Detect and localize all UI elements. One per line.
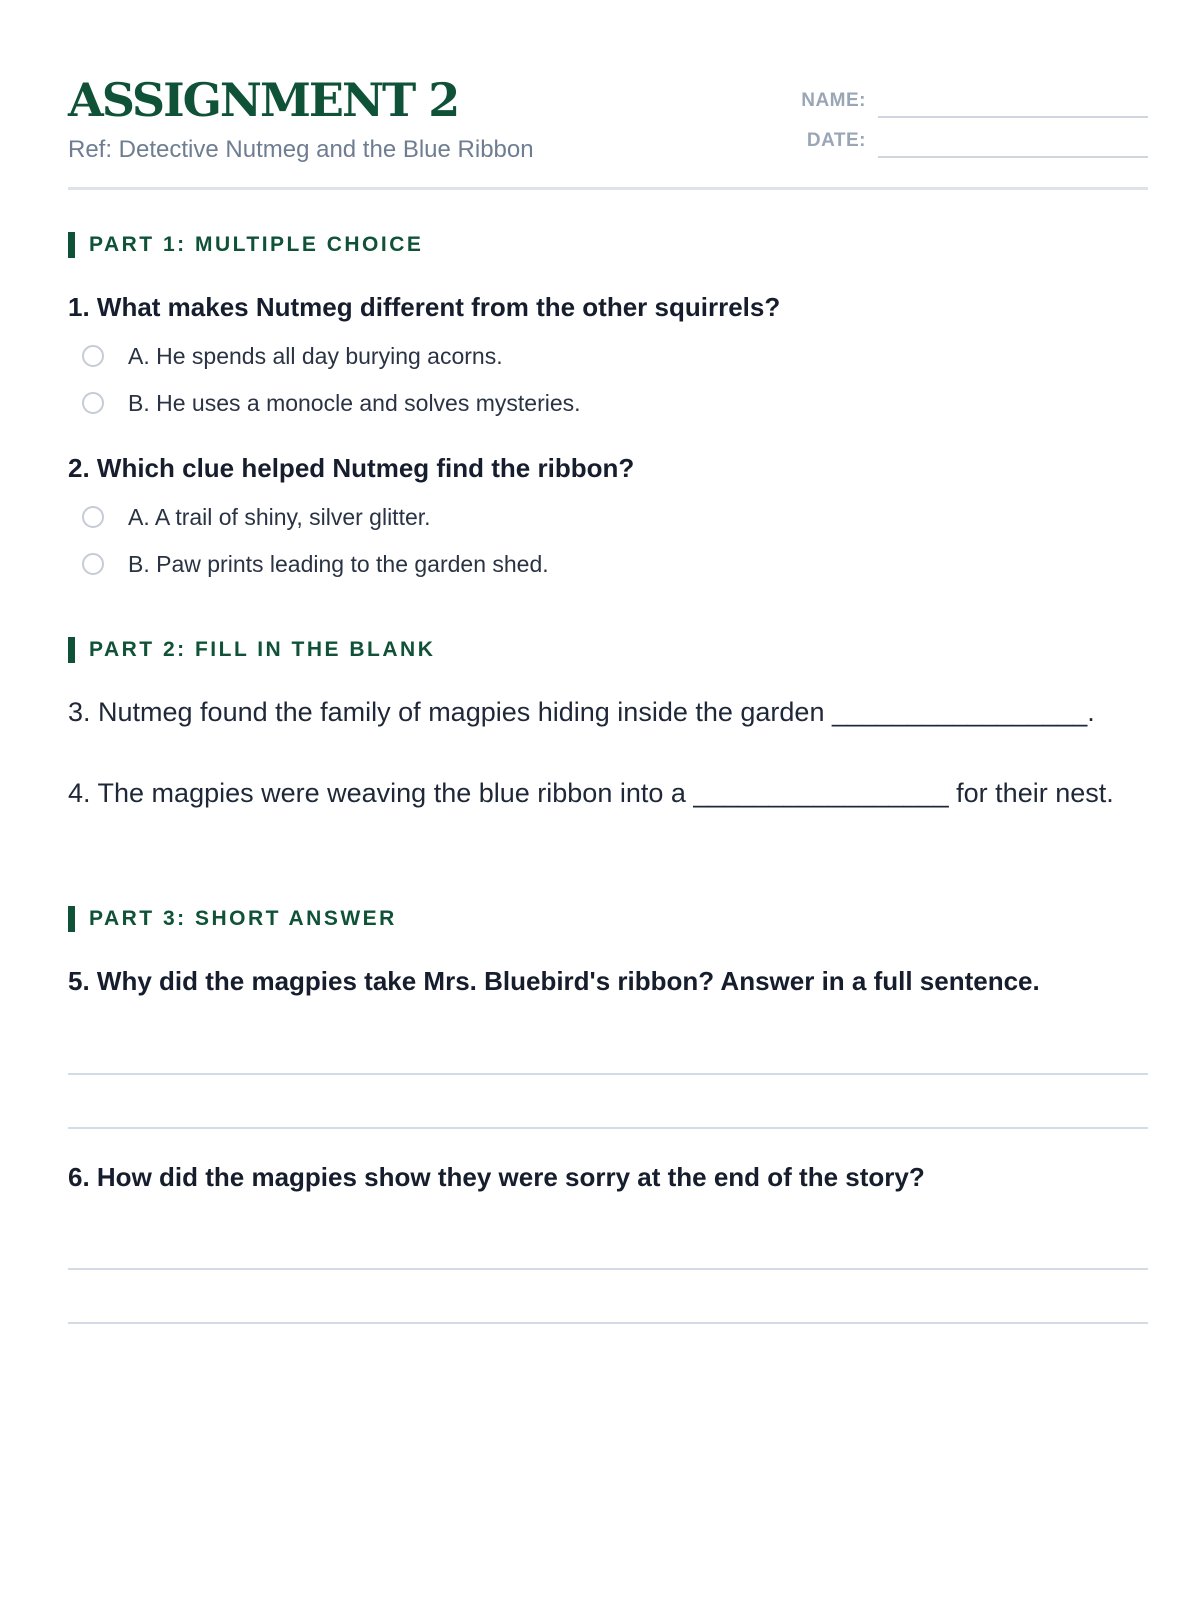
option-label: B. He uses a monocle and solves mysteries.	[128, 389, 581, 416]
question-1-option-a[interactable]	[82, 341, 503, 371]
radio-button-icon[interactable]	[82, 392, 104, 414]
option-label: A. A trail of shiny, silver glitter.	[128, 503, 431, 530]
answer-line[interactable]	[68, 1073, 1148, 1075]
question-3-fill-blank: 3. Nutmeg found the family of magpies hiding inside the garden _________________.	[68, 697, 1095, 727]
part2-heading: PART 2: FILL IN THE BLANK	[68, 637, 435, 663]
worksheet-header	[68, 68, 1148, 190]
date-field-row	[788, 126, 1148, 158]
option-label: B. Paw prints leading to the garden shed.	[128, 550, 549, 577]
answer-line[interactable]	[68, 1322, 1148, 1324]
question-1-option-b[interactable]	[82, 388, 581, 418]
question-2-option-a[interactable]	[82, 502, 431, 532]
question-6: 6. How did the magpies show they were sorry at the end of the story?	[68, 1162, 925, 1192]
date-label: DATE:	[806, 130, 866, 151]
question-1: 1. What makes Nutmeg different from the other squirrels?	[68, 292, 781, 322]
question-2-option-b[interactable]	[82, 549, 549, 579]
radio-button-icon[interactable]	[82, 506, 104, 528]
radio-button-icon[interactable]	[82, 345, 104, 367]
name-field[interactable]	[878, 86, 1148, 118]
radio-button-icon[interactable]	[82, 553, 104, 575]
date-field[interactable]	[878, 126, 1148, 158]
assignment-title: ASSIGNMENT 2	[68, 73, 459, 127]
question-4-fill-blank: 4. The magpies were weaving the blue ribbon into a _________________ for their nest.	[68, 778, 1114, 808]
reference-subtitle: Ref: Detective Nutmeg and the Blue Ribbon	[68, 136, 534, 163]
part3-heading: PART 3: SHORT ANSWER	[68, 906, 397, 932]
question-5: 5. Why did the magpies take Mrs. Bluebird's ribbon? Answer in a full sentence.	[68, 966, 1040, 996]
option-label: A. He spends all day burying acorns.	[128, 342, 503, 369]
name-label: NAME:	[801, 90, 866, 111]
answer-line[interactable]	[68, 1268, 1148, 1270]
answer-line[interactable]	[68, 1127, 1148, 1129]
question-2: 2. Which clue helped Nutmeg find the ribbon?	[68, 453, 635, 483]
name-field-row	[788, 86, 1148, 118]
part1-heading: PART 1: MULTIPLE CHOICE	[68, 232, 423, 258]
